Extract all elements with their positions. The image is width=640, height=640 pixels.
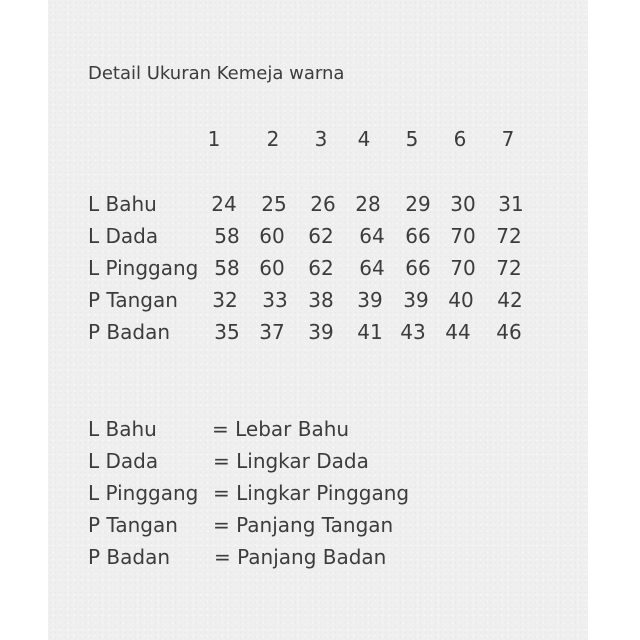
table-cell: 39 (357, 288, 383, 312)
table-cell: 28 (355, 192, 381, 216)
size-header-5: 5 (405, 127, 419, 151)
table-cell: 29 (405, 192, 431, 216)
row-label-p-badan: P Badan (88, 320, 171, 344)
table-cell: 25 (261, 192, 287, 216)
size-header-2: 2 (266, 127, 280, 151)
table-cell: 64 (359, 256, 385, 280)
table-cell: 72 (496, 256, 522, 280)
table-cell: 44 (445, 320, 471, 344)
table-cell: 39 (403, 288, 429, 312)
legend-abbr-p-tangan: P Tangan (88, 513, 178, 537)
table-cell: 46 (496, 320, 522, 344)
legend-def-l-bahu: = Lebar Bahu (212, 417, 350, 441)
legend-def-l-pinggang: = Lingkar Pinggang (213, 481, 410, 505)
table-cell: 58 (214, 224, 240, 248)
table-cell: 30 (450, 192, 476, 216)
size-header-4: 4 (357, 127, 371, 151)
table-cell: 60 (259, 256, 285, 280)
table-cell: 66 (405, 224, 431, 248)
table-cell: 24 (211, 192, 237, 216)
table-cell: 33 (262, 288, 288, 312)
table-cell: 37 (259, 320, 285, 344)
size-header-1: 1 (207, 127, 221, 151)
row-label-l-pinggang: L Pinggang (88, 256, 199, 280)
table-cell: 58 (214, 256, 240, 280)
legend-def-p-tangan: = Panjang Tangan (213, 513, 394, 537)
legend-def-p-badan: = Panjang Badan (214, 545, 387, 569)
size-header-7: 7 (501, 127, 515, 151)
table-cell: 41 (357, 320, 383, 344)
size-header-3: 3 (314, 127, 328, 151)
size-header-6: 6 (453, 127, 467, 151)
paper-sheet (48, 0, 588, 640)
legend-abbr-l-bahu: L Bahu (88, 417, 157, 441)
legend-def-l-dada: = Lingkar Dada (213, 449, 369, 473)
table-cell: 35 (214, 320, 240, 344)
table-cell: 66 (405, 256, 431, 280)
row-label-l-bahu: L Bahu (88, 192, 157, 216)
table-cell: 31 (498, 192, 524, 216)
table-cell: 39 (308, 320, 334, 344)
table-cell: 70 (450, 224, 476, 248)
table-cell: 70 (450, 256, 476, 280)
legend-abbr-l-dada: L Dada (88, 449, 159, 473)
table-cell: 43 (400, 320, 426, 344)
table-cell: 32 (212, 288, 238, 312)
row-label-p-tangan: P Tangan (88, 288, 178, 312)
table-cell: 60 (259, 224, 285, 248)
legend-abbr-p-badan: P Badan (88, 545, 171, 569)
table-cell: 40 (448, 288, 474, 312)
legend-abbr-l-pinggang: L Pinggang (88, 481, 199, 505)
document-title: Detail Ukuran Kemeja warna (88, 63, 345, 84)
table-cell: 38 (308, 288, 334, 312)
table-cell: 64 (359, 224, 385, 248)
table-cell: 26 (310, 192, 336, 216)
table-cell: 72 (496, 224, 522, 248)
row-label-l-dada: L Dada (88, 224, 159, 248)
table-cell: 62 (308, 224, 334, 248)
table-cell: 42 (497, 288, 523, 312)
table-cell: 62 (308, 256, 334, 280)
